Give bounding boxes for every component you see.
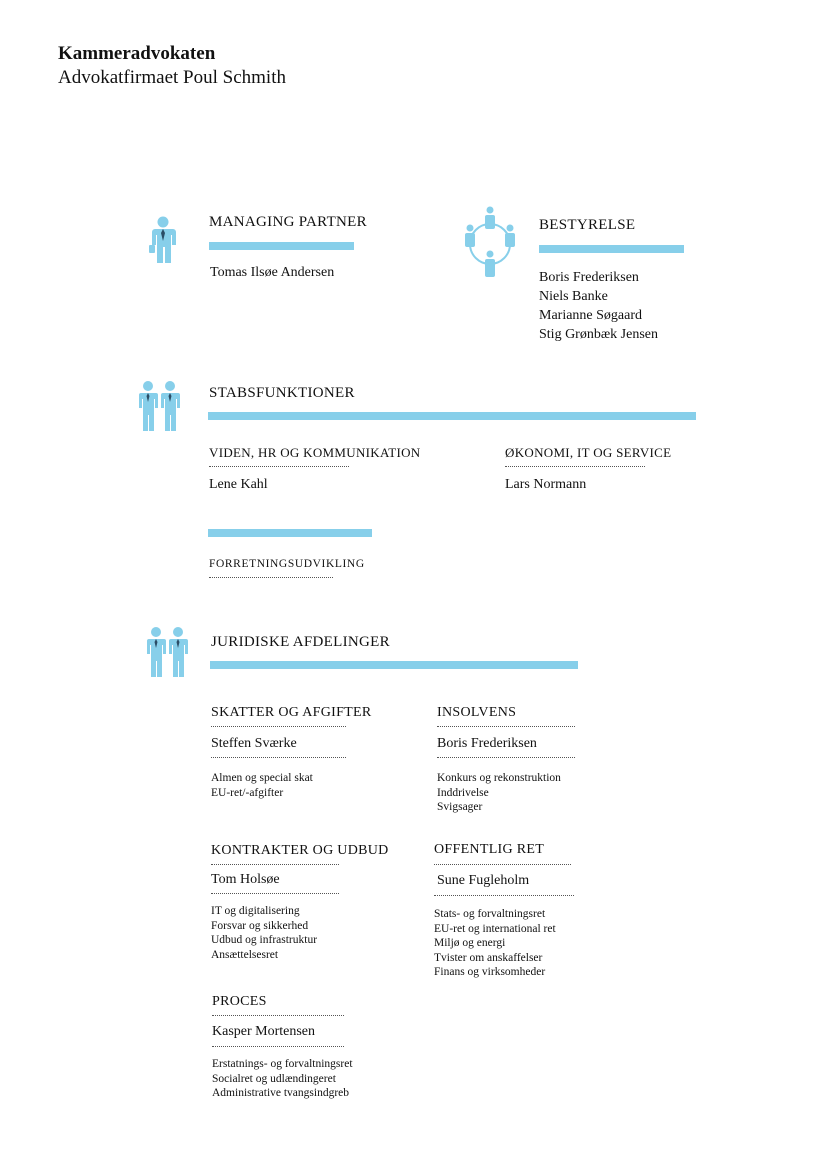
dept-areas <box>437 771 561 815</box>
unit-heading-viden: VIDEN, HR OG KOMMUNIKATION <box>209 445 421 460</box>
dept-head-name: Sune Fugleholm <box>437 873 530 888</box>
dept-head-name: Tom Holsøe <box>211 872 280 887</box>
dept-heading: OFFENTLIG RET <box>434 842 545 857</box>
area-item: Stats- og forvaltningsret <box>434 908 546 920</box>
unit-name-okonomi: Lars Normann <box>505 477 587 492</box>
area-item: Forsvar og sikkerhed <box>211 919 309 932</box>
area-item: Administrative tvangsindgreb <box>212 1087 350 1099</box>
forretningsudvikling-heading: FORRETNINGSUDVIKLING <box>209 558 365 570</box>
area-item: Konkurs og rekonstruktion <box>437 772 561 784</box>
area-item: Miljø og energi <box>434 937 506 949</box>
divider <box>434 895 574 896</box>
unit-heading-okonomi: ØKONOMI, IT OG SERVICE <box>505 445 672 460</box>
two-persons-icon <box>145 626 189 678</box>
area-item: Erstatnings- og forvaltningsret <box>212 1058 353 1070</box>
managing-partner-heading: MANAGING PARTNER <box>209 214 367 230</box>
dept-head-name: Kasper Mortensen <box>212 1024 316 1039</box>
area-item: Tvister om anskaffelser <box>434 951 543 964</box>
board-member: Marianne Søgaard <box>539 308 643 323</box>
person-icon <box>148 216 178 266</box>
divider <box>437 726 575 727</box>
area-item: Socialret og udlændingeret <box>212 1072 336 1085</box>
area-item: Ansættelsesret <box>211 948 279 961</box>
divider <box>209 577 333 578</box>
divider <box>212 1046 344 1047</box>
two-persons-icon <box>137 380 181 432</box>
document-subtitle: Advokatfirmaet Poul Schmith <box>58 67 286 88</box>
divider <box>211 726 346 727</box>
dept-areas <box>434 907 556 980</box>
area-item: IT og digitalisering <box>211 905 300 917</box>
area-item: Almen og special skat <box>211 772 313 784</box>
divider <box>211 893 339 894</box>
bestyrelse-heading: BESTYRELSE <box>539 217 636 233</box>
dept-areas <box>211 771 313 800</box>
area-item: EU-ret og international ret <box>434 922 556 935</box>
document-title: Kammeradvokaten <box>58 43 216 64</box>
board-member: Niels Banke <box>539 289 608 304</box>
forretning-bar <box>208 529 372 537</box>
bestyrelse-bar <box>539 245 684 253</box>
divider <box>434 864 571 865</box>
area-item: EU-ret/-afgifter <box>211 786 284 799</box>
area-item: Finans og virksomheder <box>434 966 546 978</box>
area-item: Svigsager <box>437 801 483 813</box>
managing-partner-name: Tomas Ilsøe Andersen <box>210 265 335 280</box>
stabsfunktioner-heading: STABSFUNKTIONER <box>209 385 355 401</box>
dept-heading: INSOLVENS <box>437 705 517 720</box>
group-circle-icon <box>462 206 518 282</box>
bestyrelse-members <box>539 268 658 344</box>
divider <box>211 757 346 758</box>
unit-name-viden: Lene Kahl <box>209 477 268 492</box>
juridiske-heading: JURIDISKE AFDELINGER <box>211 634 390 650</box>
board-member: Stig Grønbæk Jensen <box>539 327 658 342</box>
dept-head-name: Steffen Sværke <box>211 736 297 751</box>
area-item: Udbud og infrastruktur <box>211 934 318 946</box>
dept-areas <box>211 904 317 962</box>
divider <box>437 757 575 758</box>
board-member: Boris Frederiksen <box>539 270 639 285</box>
dept-head-name: Boris Frederiksen <box>437 736 537 751</box>
managing-partner-bar <box>209 242 354 250</box>
divider <box>505 466 645 467</box>
divider <box>212 1015 344 1016</box>
divider <box>209 466 349 467</box>
dept-areas <box>212 1057 353 1101</box>
area-item: Inddrivelse <box>437 786 489 799</box>
divider <box>211 864 339 865</box>
dept-heading: SKATTER OG AFGIFTER <box>211 705 372 720</box>
dept-heading: PROCES <box>212 994 267 1009</box>
juridiske-bar <box>210 661 578 669</box>
dept-heading: KONTRAKTER OG UDBUD <box>211 843 389 858</box>
stabsfunktioner-bar <box>208 412 696 420</box>
